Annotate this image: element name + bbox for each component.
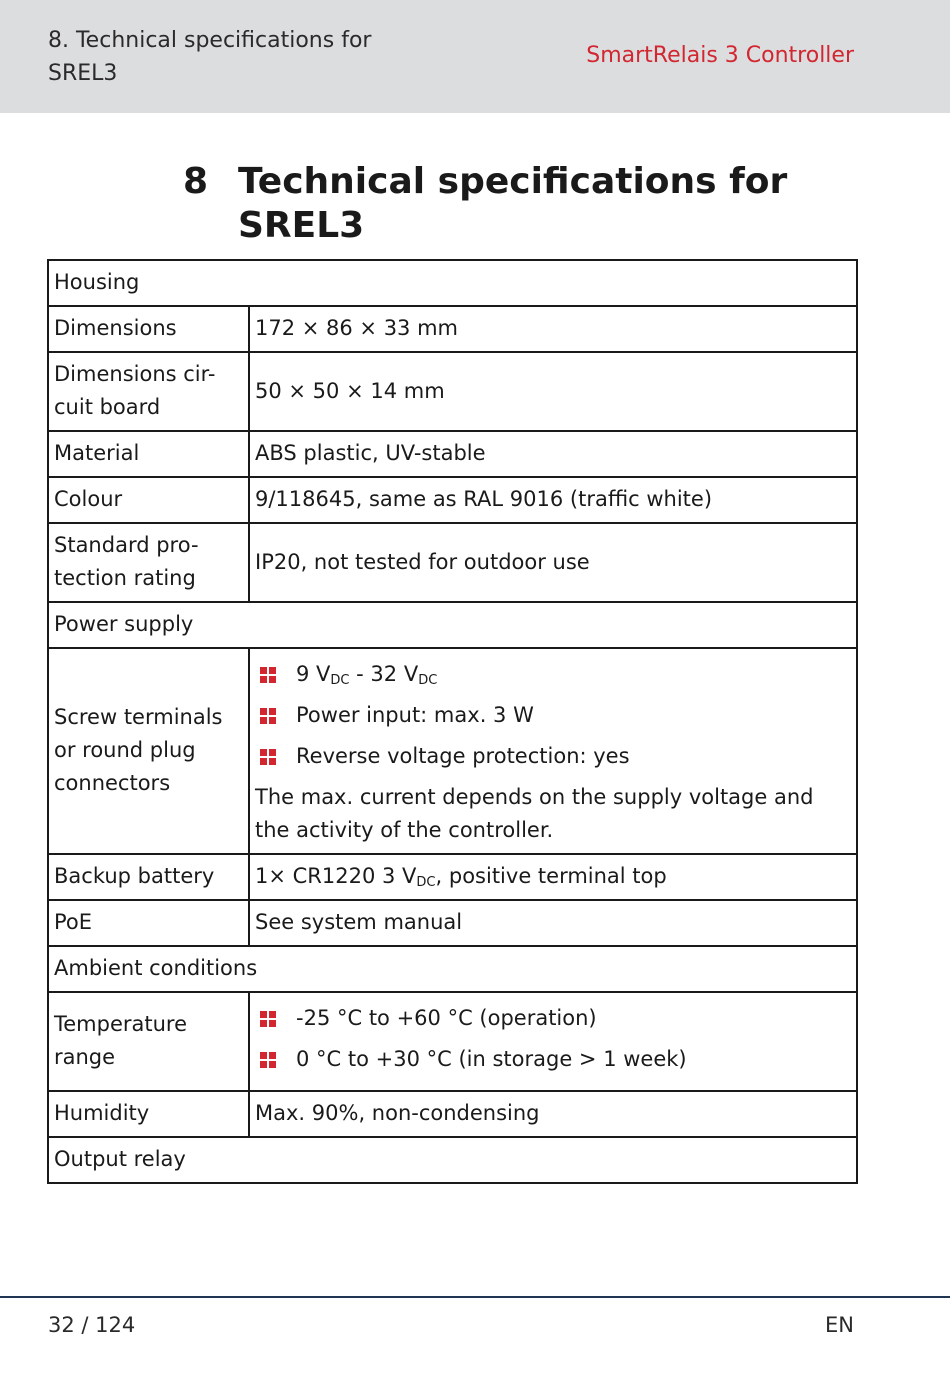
list-item bbox=[255, 658, 850, 691]
page-number: 32 / 124 bbox=[48, 1313, 136, 1337]
row-label: Dimensions bbox=[48, 306, 249, 352]
row-value: 9/118645, same as RAL 9016 (traffic white) bbox=[249, 477, 857, 523]
row-label: Humidity bbox=[48, 1091, 249, 1137]
section-ambient-conditions: Ambient conditions bbox=[48, 946, 857, 992]
page-header bbox=[0, 0, 950, 113]
reverse-protection: Reverse voltage protection: yes bbox=[296, 744, 630, 768]
table-row bbox=[48, 431, 857, 477]
row-label: Backup battery bbox=[48, 854, 249, 900]
row-label: Material bbox=[48, 431, 249, 477]
row-value: Max. 90%, non-condensing bbox=[249, 1091, 857, 1137]
bullet-icon bbox=[260, 667, 276, 683]
row-label: Screw terminals or round plug connectors bbox=[48, 648, 249, 854]
section-housing: Housing bbox=[48, 260, 857, 306]
table-row bbox=[48, 946, 857, 992]
row-value bbox=[249, 648, 857, 854]
table-row bbox=[48, 992, 857, 1091]
bullet-icon bbox=[260, 749, 276, 765]
row-value: See system manual bbox=[249, 900, 857, 946]
row-label: Temperature range bbox=[48, 992, 249, 1091]
bullet-icon bbox=[260, 1011, 276, 1027]
bullet-icon bbox=[260, 1052, 276, 1068]
temp-storage: 0 °C to +30 °C (in storage > 1 week) bbox=[296, 1047, 687, 1071]
row-value: IP20, not tested for outdoor use bbox=[249, 523, 857, 602]
list-item bbox=[255, 1002, 850, 1035]
row-label: PoE bbox=[48, 900, 249, 946]
row-value: 50 × 50 × 14 mm bbox=[249, 352, 857, 431]
table-row bbox=[48, 523, 857, 602]
table-row bbox=[48, 306, 857, 352]
voltage-range: 9 $V_{DC} - 32$ $V_{DC}$ bbox=[296, 662, 438, 688]
header-product-name: SmartRelais 3 Controller bbox=[586, 43, 854, 68]
table-row bbox=[48, 1091, 857, 1137]
row-label: Colour bbox=[48, 477, 249, 523]
table-row bbox=[48, 1137, 857, 1183]
table-row bbox=[48, 602, 857, 648]
row-label: Dimensions cir-cuit board bbox=[48, 352, 249, 431]
chapter-title: Technical specifications for SREL3 bbox=[238, 161, 788, 246]
current-note: The max. current depends on the supply voltage and the activity of the controller. bbox=[255, 785, 814, 842]
chapter-number: 8 bbox=[183, 161, 209, 202]
row-label: Standard pro-tection rating bbox=[48, 523, 249, 602]
list-item bbox=[255, 1043, 850, 1076]
table-row bbox=[48, 900, 857, 946]
table-row bbox=[48, 477, 857, 523]
row-value: 172 × 86 × 33 mm bbox=[249, 306, 857, 352]
list-item bbox=[255, 740, 850, 773]
row-value: 1× CR1220 3 $V_{DC}$, positive terminal top bbox=[249, 854, 857, 900]
temp-operation: -25 °C to +60 °C (operation) bbox=[296, 1006, 597, 1030]
section-power-supply: Power supply bbox=[48, 602, 857, 648]
list-item bbox=[255, 699, 850, 732]
row-value bbox=[249, 992, 857, 1091]
table-row bbox=[48, 854, 857, 900]
footer-divider bbox=[0, 1296, 950, 1298]
header-section-title: 8. Technical specifications for SREL3 bbox=[48, 28, 372, 86]
bullet-icon bbox=[260, 708, 276, 724]
spec-table bbox=[47, 259, 858, 1184]
table-row bbox=[48, 648, 857, 854]
language-code: EN bbox=[825, 1313, 854, 1337]
section-output-relay: Output relay bbox=[48, 1137, 857, 1183]
table-row bbox=[48, 260, 857, 306]
power-input: Power input: max. 3 W bbox=[296, 703, 534, 727]
row-value: ABS plastic, UV-stable bbox=[249, 431, 857, 477]
table-row bbox=[48, 352, 857, 431]
